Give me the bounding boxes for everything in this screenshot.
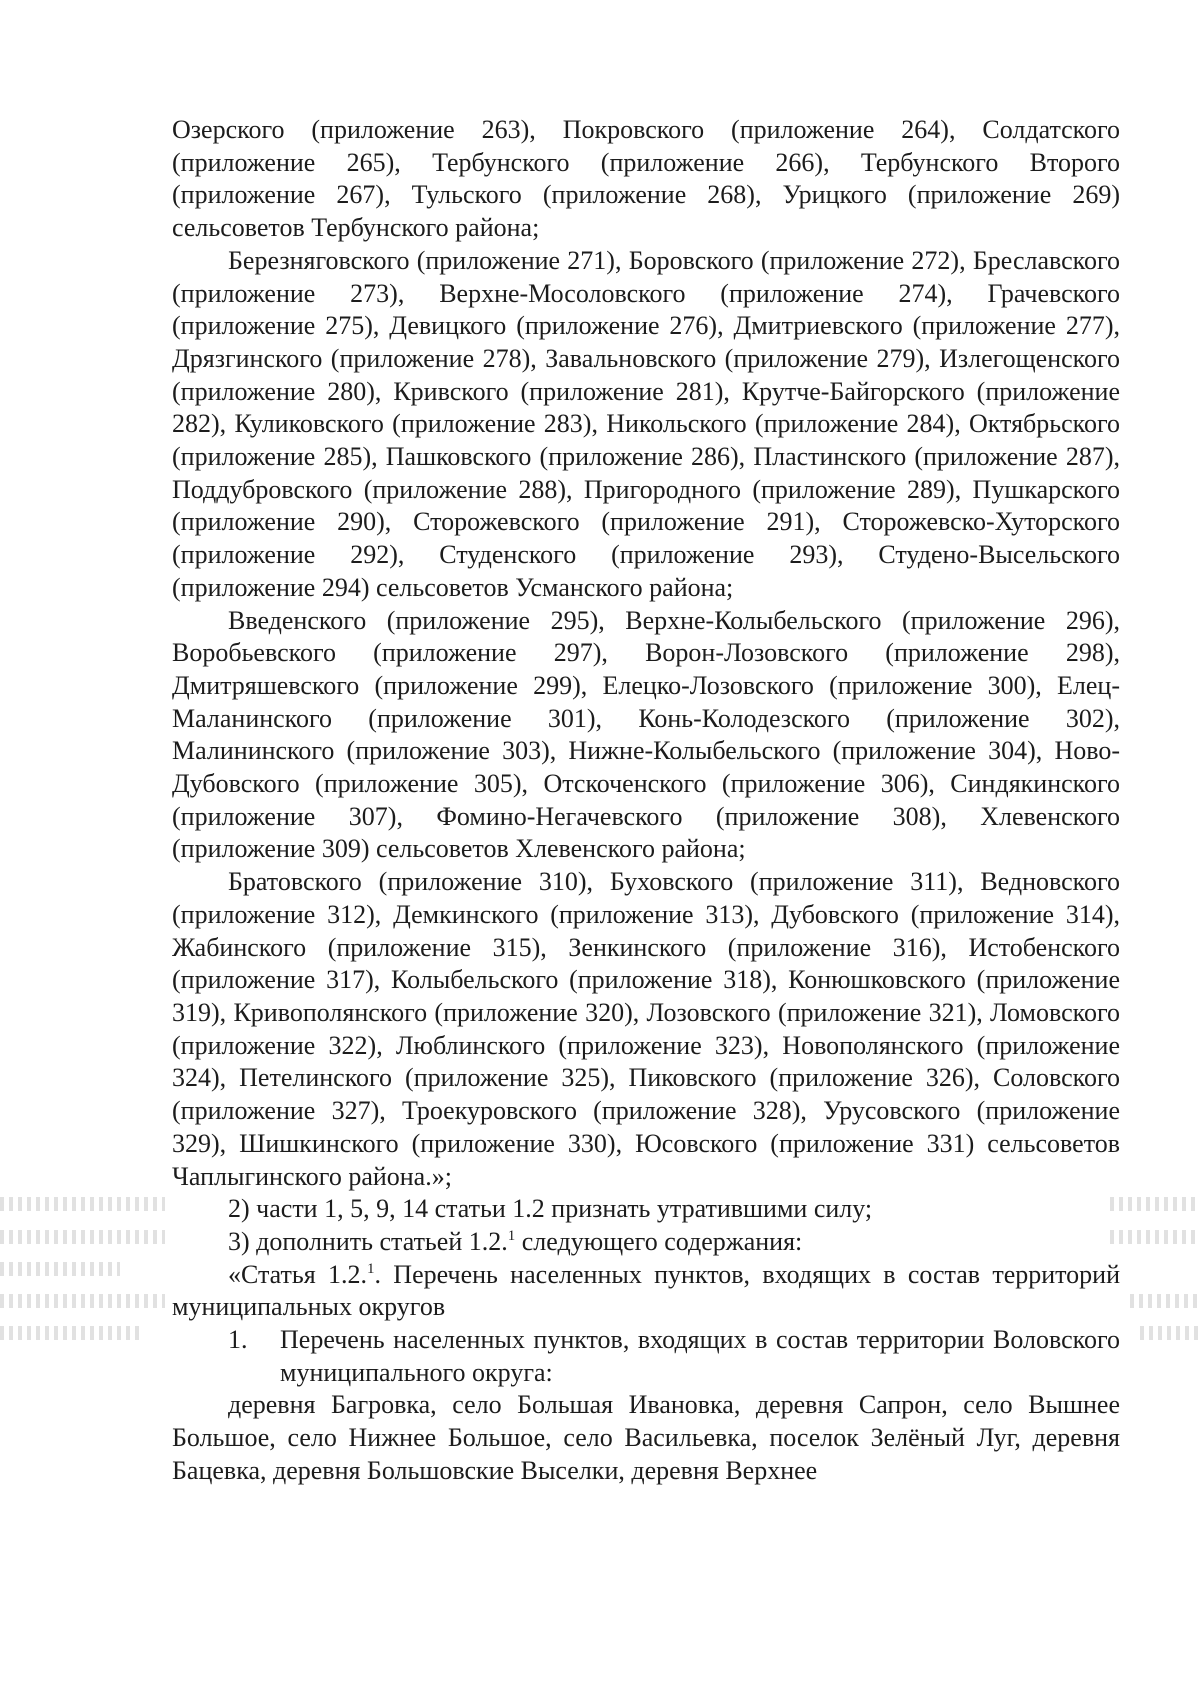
paragraph-terbunsky: Озерского (приложение 263), Покровского (приложение 264), Солдатского (приложение 265), Тербунского (приложение 266), Тербунского Второго (приложение 267), Тульского (приложение 268), Урицкого (приложение 269) сельсоветов Тербунского района; xyxy=(172,115,1120,243)
paragraph-chaplyginsky: Братовского (приложение 310), Буховского (приложение 311), Ведновского (приложение 312), Демкинского (приложение 313), Дубовского (приложение 314), Жабинского (приложение 315), Зенкинского (приложение 316), Истобенского (приложение 317), Колыбельского (приложение 318), Конюшковского (приложение 319), Кривополянского (приложение 320), Лозовского (приложение 321), Ломовского (приложение 322), Люблинского (приложение 323), Новополянского (приложение 324), Петелинского (приложение 325), Пиковского (приложение 326), Соловского (приложение 327), Троекуровского (приложение 328), Урусовского (приложение 329), Шишкинского (приложение 330), Юсовского (приложение 331) сельсоветов Чаплыгинского района.»; xyxy=(172,867,1120,1191)
scan-artifact xyxy=(1110,1230,1200,1244)
paragraph-khlevensky: Введенского (приложение 295), Верхне-Колыбельского (приложение 296), Воробьевского (приложение 297), Ворон-Лозовского (приложение 298), Дмитряшевского (приложение 299), Елецко-Лозовского (приложение 300), Елец-Маланинского (приложение 301), Конь-Колодезского (приложение 302), Малининского (приложение 303), Нижне-Колыбельского (приложение 304), Ново-Дубовского (приложение 305), Отскоченского (приложение 306), Синдякинского (приложение 307), Фомино-Негачевского (приложение 308), Хлевенского (приложение 309) сельсоветов Хлевенского района; xyxy=(172,605,1120,864)
paragraph-usmansky: Березняговского (приложение 271), Боровского (приложение 272), Бреславского (приложение 273), Верхне-Мосоловского (приложение 274), Грачевского (приложение 275), Девицкого (приложение 276), Дмитриевского (приложение 277), Дрязгинского (приложение 278), Завальновского (приложение 279), Излегощенского (приложение 280), Кривского (приложение 281), Крутче-Байгорского (приложение 282), Куликовского (приложение 283), Никольского (приложение 284), Октябрьского (приложение 285), Пашковского (приложение 286), Пластинского (приложение 287), Поддубровского (приложение 288), Пригородного (приложение 289), Пушкарского (приложение 290), Сторожевского (приложение 291), Сторожевско-Хуторского (приложение 292), Студенского (приложение 293), Студено-Высельского (приложение 294) сельсоветов Усманского района; xyxy=(172,245,1120,602)
scan-artifact xyxy=(1110,1197,1200,1211)
document-page xyxy=(172,114,1120,1488)
clause-text: Перечень населенных пунктов, входящих в состав территории Воловского муниципального округа: xyxy=(280,1325,1120,1387)
scan-artifact xyxy=(1140,1326,1200,1340)
item-3: 3) дополнить статьей 1.2.$^1$ следующего содержания: xyxy=(228,1226,803,1256)
scan-artifact xyxy=(0,1230,165,1244)
article-heading: «Статья 1.2.$^1$. Перечень населенных пунктов, входящих в состав территорий муниципальных округов xyxy=(172,1259,1120,1322)
clause-number: 1. xyxy=(228,1325,248,1355)
scan-artifact xyxy=(0,1197,165,1211)
item-2: 2) части 1, 5, 9, 14 статьи 1.2 признать утратившими силу; xyxy=(228,1194,873,1224)
scan-artifact xyxy=(0,1294,165,1308)
scan-artifact xyxy=(0,1326,140,1340)
clause-1 xyxy=(172,1324,1120,1389)
settlements-list: деревня Багровка, село Большая Ивановка, деревня Сапрон, село Вышнее Большое, село Нижнее Большое, село Васильевка, поселок Зелёный Луг, деревня Бацевка, деревня Большовские Выселки, деревня Верхнее xyxy=(172,1390,1120,1485)
scan-artifact xyxy=(0,1262,120,1276)
scan-artifact xyxy=(1130,1294,1200,1308)
